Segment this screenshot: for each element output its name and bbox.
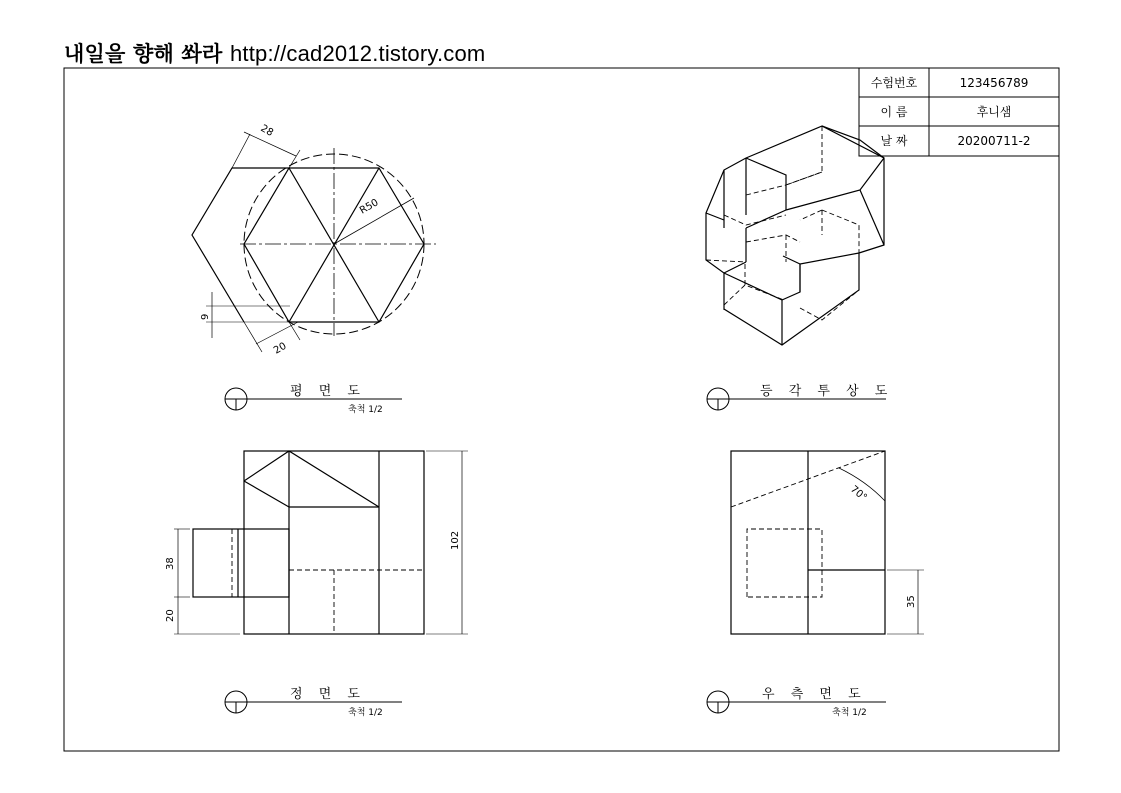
front-dim-20-label: 20 <box>165 609 176 622</box>
front-view-name: 정 면 도 <box>290 687 366 702</box>
right-view-scale: 축척 1/2 <box>832 708 867 718</box>
right-dim-35-label: 35 <box>906 595 917 608</box>
right-angle-label: 70° <box>848 483 869 504</box>
plan-ext-20a <box>244 322 262 352</box>
right-view-name: 우 측 면 도 <box>762 687 867 702</box>
front-view <box>165 451 468 634</box>
isometric-view <box>706 126 884 345</box>
sheet-border <box>64 68 1059 751</box>
plan-dim-20-label: 20 <box>272 340 289 357</box>
isometric-view-label <box>707 383 893 410</box>
tb-value-2: 20200711-2 <box>957 134 1031 148</box>
tb-value-1: 후니샘 <box>976 105 1012 119</box>
plan-dim-20 <box>256 322 298 344</box>
plan-dim-9-label: 9 <box>200 313 211 320</box>
title-block <box>859 68 1059 156</box>
plan-view-label <box>225 383 402 415</box>
plan-view-scale: 축척 1/2 <box>348 405 383 415</box>
plan-view-name: 평 면 도 <box>290 384 366 399</box>
front-boss <box>193 529 289 597</box>
plan-view <box>192 123 436 357</box>
iso-outline <box>706 126 884 345</box>
front-view-scale: 축척 1/2 <box>348 708 383 718</box>
tb-label-1: 이 름 <box>880 105 908 119</box>
title-url: http://cad2012.tistory.com <box>229 41 486 66</box>
front-view-label <box>225 686 402 718</box>
tb-label-2: 날 짜 <box>880 134 908 148</box>
plan-ext-28a <box>232 134 250 168</box>
title-korean: 내일을 향해 쏴라 <box>64 42 223 66</box>
tb-label-0: 수험번호 <box>870 76 918 90</box>
front-dim-102-label: 102 <box>450 530 461 550</box>
plan-left-wing <box>192 168 289 322</box>
tb-value-0: 123456789 <box>959 76 1029 90</box>
plan-ext-28b <box>289 150 300 168</box>
isometric-view-name: 등 각 투 상 도 <box>760 384 894 399</box>
plan-dim-28-label: 28 <box>258 123 276 139</box>
plan-radius-label: R50 <box>358 197 381 217</box>
front-dim-38-label: 38 <box>165 557 176 570</box>
right-view-label <box>707 686 886 718</box>
right-view <box>731 451 924 634</box>
